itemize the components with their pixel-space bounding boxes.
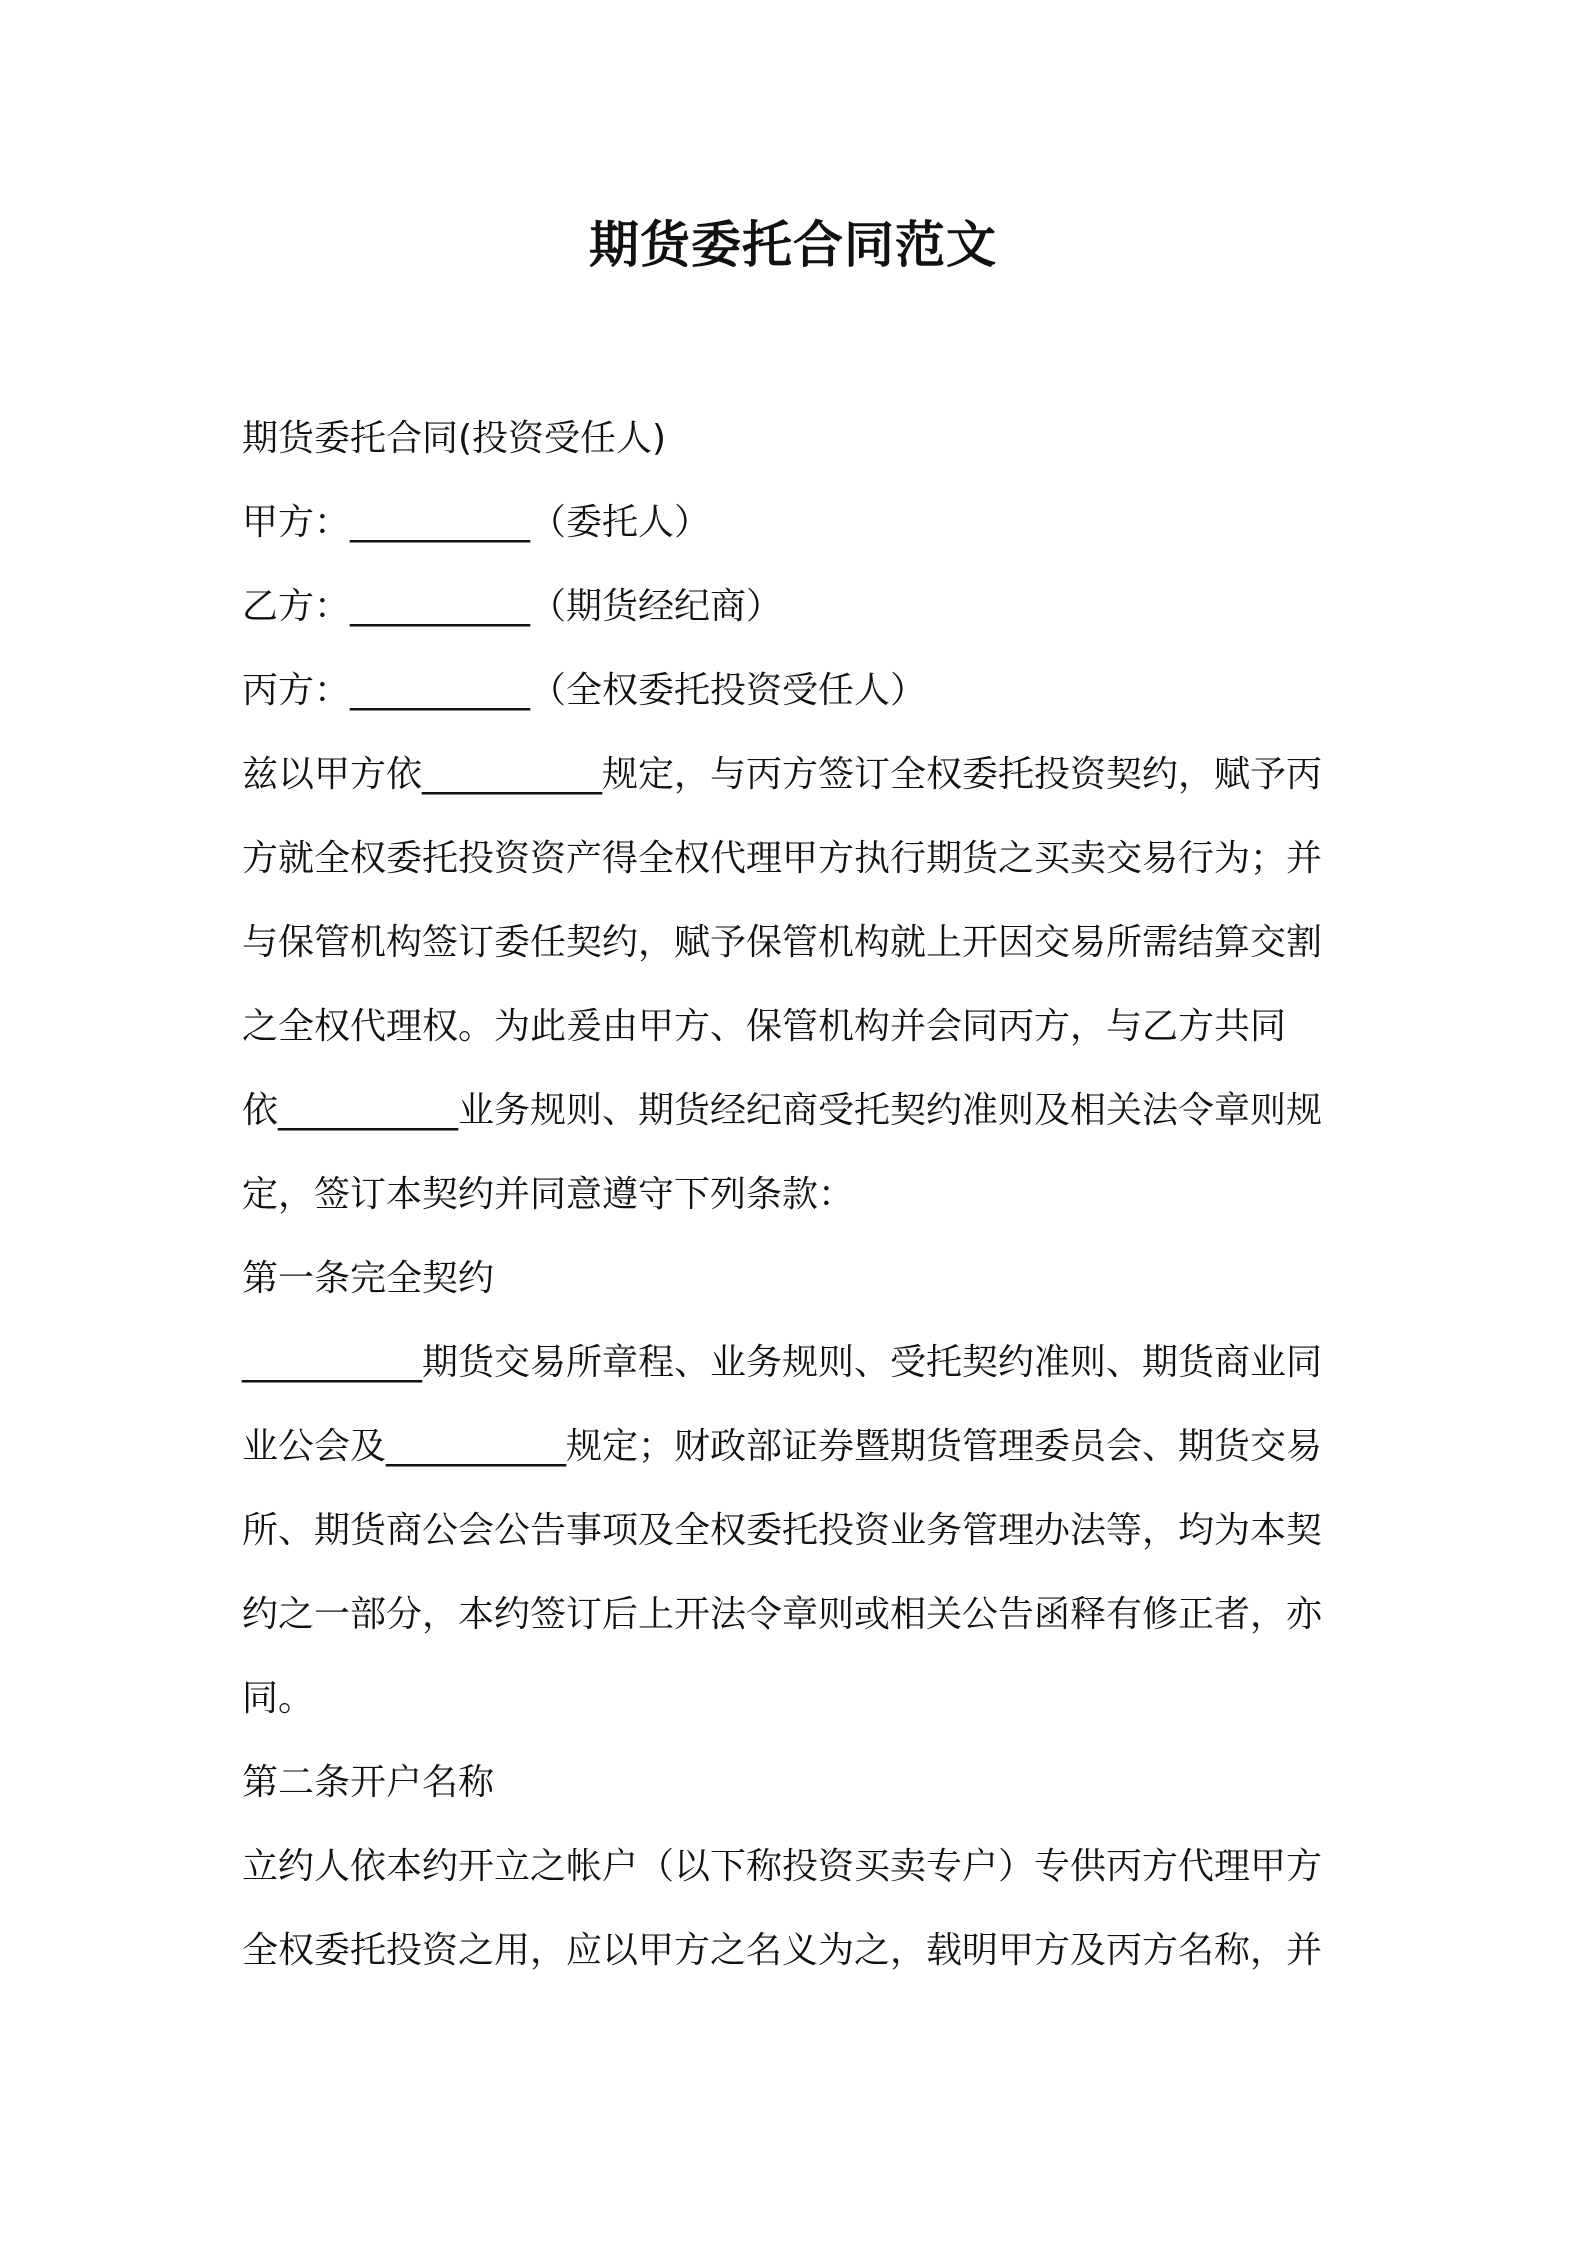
article-1-line: 同。 — [242, 1678, 315, 1719]
document-title: 期货委托合同范文 — [589, 216, 997, 274]
document-body — [242, 397, 1357, 1993]
article-1-line: 所、期货商公会公告事项及全权委托投资业务管理办法等，均为本契 — [242, 1510, 1323, 1551]
party-c-line: 丙方：__________（全权委托投资受任人） — [242, 670, 927, 711]
preamble-line: 兹以甲方依__________规定，与丙方签订全权委托投资契约，赋予丙 — [242, 754, 1323, 795]
article-1-heading: 第一条完全契约 — [242, 1258, 495, 1299]
article-2-line: 全权委托投资之用，应以甲方之名义为之，载明甲方及丙方名称，并 — [242, 1930, 1323, 1971]
article-1-line: 业公会及__________规定；财政部证券暨期货管理委员会、期货交易 — [242, 1426, 1323, 1467]
article-1-line: 约之一部分，本约签订后上开法令章则或相关公告函释有修正者，亦 — [242, 1594, 1323, 1635]
preamble-line: 之全权代理权。为此爰由甲方、保管机构并会同丙方，与乙方共同 — [242, 1006, 1287, 1047]
preamble-line: 定，签订本契约并同意遵守下列条款： — [242, 1174, 855, 1215]
contract-subtitle: 期货委托合同(投资受任人) — [242, 418, 667, 459]
article-2-heading: 第二条开户名称 — [242, 1762, 495, 1803]
article-1-line: __________期货交易所章程、业务规则、受托契约准则、期货商业同 — [242, 1342, 1323, 1383]
article-2-line: 立约人依本约开立之帐户（以下称投资买卖专户）专供丙方代理甲方 — [242, 1846, 1323, 1887]
party-b-line: 乙方：__________（期货经纪商） — [242, 586, 783, 627]
preamble-line: 与保管机构签订委任契约，赋予保管机构就上开因交易所需结算交割 — [242, 922, 1323, 963]
preamble-line: 依__________业务规则、期货经纪商受托契约准则及相关法令章则规 — [242, 1090, 1323, 1131]
preamble-line: 方就全权委托投资资产得全权代理甲方执行期货之买卖交易行为；并 — [242, 838, 1323, 879]
party-a-line: 甲方：__________（委托人） — [242, 502, 711, 543]
